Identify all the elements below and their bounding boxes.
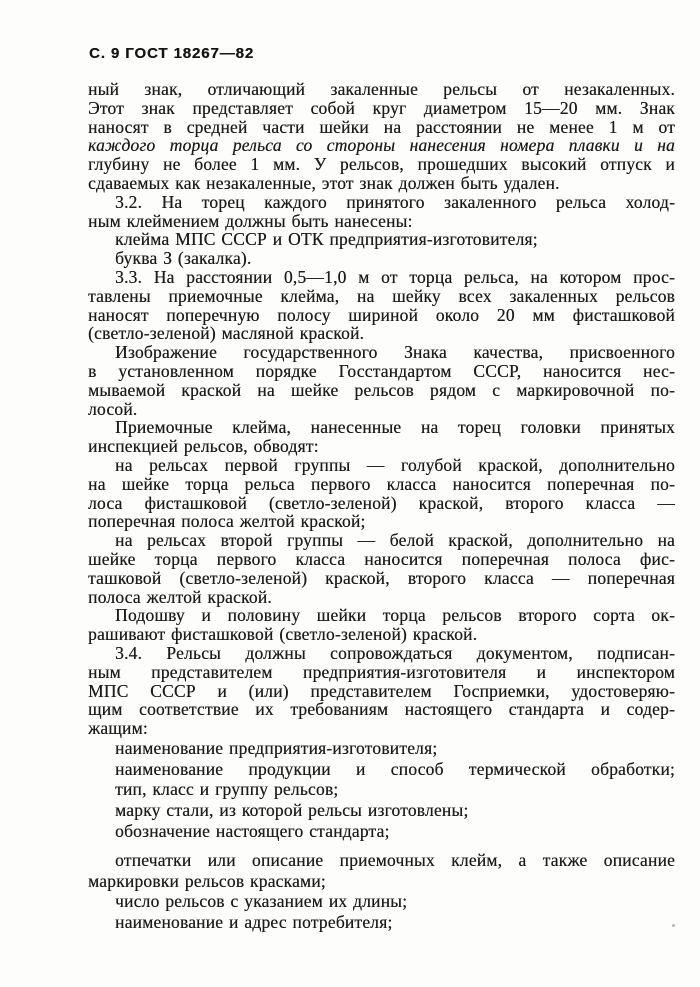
text-line: марку стали, из которой рельсы изготовлены;: [115, 800, 469, 821]
text-line: наименование продукции и способ термической обработки;: [115, 758, 675, 779]
text-line: тавлены приемочные клейма, на шейку всех закаленных рельсов: [88, 285, 675, 306]
text-line: щим соответствие их требованиям настоящего стандарта и содер-: [88, 699, 675, 720]
text-line: наименование предприятия-изготовителя;: [115, 737, 438, 758]
text-line: глубину не более 1 мм. У рельсов, прошедших высокий отпуск и: [88, 154, 675, 175]
text-line: ным клеймением должны быть нанесены:: [88, 210, 413, 231]
text-line: (светло-зеленой) масляной краской.: [88, 323, 365, 344]
text-line: наносят в средней части шейки на расстоянии не менее 1 м от: [88, 116, 675, 137]
text-line: ным представителем предприятия-изготовителя и инспектором: [88, 661, 675, 682]
text-line: клейма МПС СССР и ОТК предприятия-изготовителя;: [115, 229, 538, 250]
text-line: Изображение государственного Знака качества, присвоенного: [115, 342, 675, 363]
scan-artifact: [672, 924, 675, 927]
text-line: отпечатки или описание приемочных клейм, а также описание: [115, 849, 675, 870]
text-line: мываемой краской на шейке рельсов рядом с маркировочной по-: [88, 379, 675, 400]
text-line: инспекцией рельсов, обводят:: [88, 436, 319, 457]
page-header: С. 9 ГОСТ 18267—82: [89, 45, 255, 62]
text-line: лосой.: [88, 398, 138, 419]
text-line: число рельсов с указанием их длины;: [115, 891, 408, 912]
document-text: [88, 80, 675, 933]
text-line: Приемочные клейма, нанесенные на торец головки принятых: [115, 417, 675, 438]
text-line: сдаваемых как незакаленные, этот знак должен быть удален.: [88, 172, 560, 193]
text-line: поперечная полоса желтой краской;: [88, 511, 366, 532]
text-line: полоса желтой краской.: [88, 586, 272, 607]
text-line: 3.4. Рельсы должны сопровождаться документом, подписан-: [115, 642, 675, 663]
text-line: наименование и адрес потребителя;: [115, 912, 393, 933]
text-line: на рельсах второй группы — белой краской, дополнительно на: [115, 530, 675, 551]
text-line: в установленном порядке Госстандартом СССР, наносится нес-: [88, 360, 675, 381]
text-line: буква З (закалка).: [115, 248, 252, 269]
text-line: 3.2. На торец каждого принятого закаленного рельса холод-: [115, 191, 675, 212]
text-line: 3.3. На расстоянии 0,5—1,0 м от торца рельса, на котором прос-: [115, 266, 675, 287]
text-line: маркировки рельсов красками;: [88, 870, 326, 891]
text-line: рашивают фисташковой (светло-зеленой) краской.: [88, 624, 478, 645]
text-line: шейке торца первого класса наносится поперечная полоса фис-: [88, 548, 675, 569]
text-line: ташковой (светло-зеленой) краской, второго класса — поперечная: [88, 567, 675, 588]
text-line: обозначение настоящего стандарта;: [115, 821, 390, 842]
text-line: на рельсах первой группы — голубой краской, дополнительно: [115, 454, 675, 475]
text-line: Этот знак представляет собой круг диаметром 15—20 мм. Знак: [88, 97, 675, 118]
text-line: каждого торца рельса со стороны нанесения номера плавки и на: [88, 135, 675, 156]
text-line: наносят поперечную полосу шириной около 20 мм фисташковой: [88, 304, 675, 325]
text-line: МПС СССР и (или) представителем Госприемки, удостоверяю-: [88, 680, 675, 701]
text-line: ный знак, отличающий закаленные рельсы от незакаленных.: [88, 79, 675, 99]
text-line: лоса фисташковой (светло-зеленой) краской, второго класса —: [88, 492, 675, 513]
text-line: жащим:: [88, 718, 148, 739]
text-line: на шейке торца рельса первого класса наносится поперечная по-: [88, 473, 675, 494]
text-line: тип, класс и группу рельсов;: [115, 779, 339, 800]
text-line: Подошву и половину шейки торца рельсов второго сорта ок-: [115, 605, 675, 626]
